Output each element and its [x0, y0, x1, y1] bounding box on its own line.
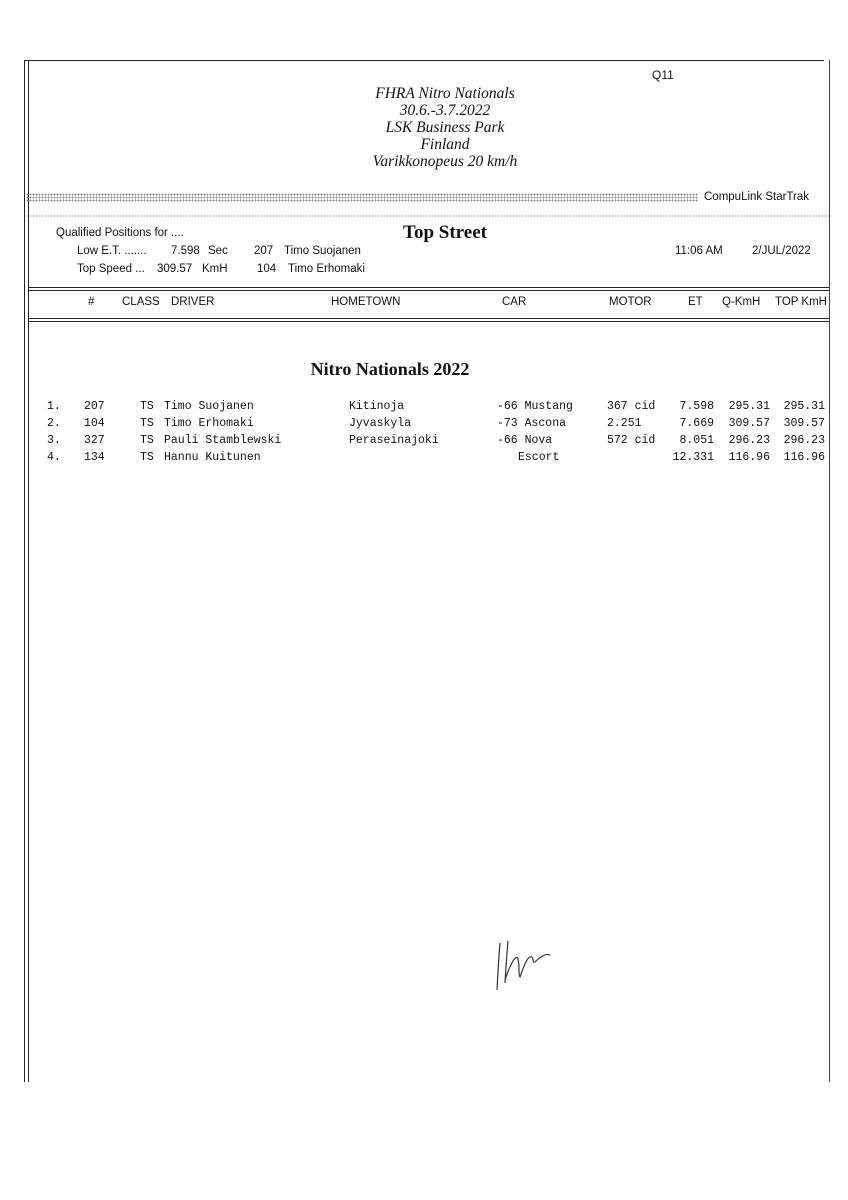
- row-class: TS: [140, 400, 154, 413]
- handwritten-signature: [490, 935, 560, 995]
- row-driver: Timo Erhomaki: [164, 417, 254, 430]
- row-driver: Timo Suojanen: [164, 400, 254, 413]
- row-motor: 572 cid: [607, 434, 656, 447]
- row-car-number: 104: [84, 417, 105, 430]
- row-position: 1.: [47, 400, 61, 413]
- qualified-label: Qualified Positions for ....: [56, 227, 184, 239]
- row-et: 8.051: [679, 434, 714, 447]
- row-car-number: 207: [84, 400, 105, 413]
- row-car: -73 Ascona: [497, 417, 567, 430]
- row-hometown: Kitinoja: [349, 400, 405, 413]
- row-position: 4.: [47, 451, 61, 464]
- row-topkmh: 116.96: [783, 451, 825, 464]
- header-rule-top-2: [28, 290, 829, 291]
- row-car: -66 Nova: [497, 434, 553, 447]
- row-et: 7.669: [679, 417, 714, 430]
- row-driver: Hannu Kuitunen: [164, 451, 261, 464]
- row-driver: Pauli Stamblewski: [164, 434, 282, 447]
- top-speed-label: Top Speed ...: [77, 263, 145, 275]
- low-et-label: Low E.T. .......: [77, 245, 147, 257]
- event-name: FHRA Nitro Nationals: [375, 85, 515, 102]
- pit-speed-note: Varikkonopeus 20 km/h: [372, 153, 518, 170]
- col-et: ET: [688, 296, 703, 308]
- dotted-band: [26, 193, 698, 202]
- row-hometown: Jyvaskyla: [349, 417, 412, 430]
- row-car: Escort: [518, 451, 560, 464]
- top-speed-value: 309.57: [157, 263, 193, 275]
- low-et-value: 7.598: [171, 245, 200, 257]
- col-number: #: [88, 296, 95, 308]
- low-et-car: 207: [254, 245, 274, 257]
- header-rule-top-1: [28, 287, 829, 288]
- report-date: 2/JUL/2022: [752, 245, 811, 257]
- row-et: 7.598: [679, 400, 714, 413]
- row-car: -66 Mustang: [497, 400, 573, 413]
- event-venue: LSK Business Park: [385, 119, 505, 136]
- header-rule-bottom-1: [28, 318, 829, 319]
- low-et-driver: Timo Suojanen: [284, 245, 361, 257]
- event-title: Nitro Nationals 2022: [310, 359, 470, 379]
- row-class: TS: [140, 451, 154, 464]
- row-class: TS: [140, 434, 154, 447]
- top-speed-car: 104: [257, 263, 277, 275]
- row-topkmh: 295.31: [783, 400, 825, 413]
- row-qkmh: 116.96: [728, 451, 770, 464]
- row-topkmh: 296.23: [783, 434, 825, 447]
- top-speed-unit: KmH: [202, 263, 228, 275]
- col-car: CAR: [502, 296, 527, 308]
- col-driver: DRIVER: [171, 296, 215, 308]
- frame-left-outer: [24, 60, 25, 1082]
- frame-right: [829, 60, 830, 1082]
- top-speed-driver: Timo Erhomaki: [288, 263, 365, 275]
- system-name: CompuLink StarTrak: [704, 191, 810, 203]
- event-dates: 30.6.-3.7.2022: [399, 102, 491, 119]
- header-rule-bottom-2: [28, 321, 829, 322]
- class-title: Top Street: [403, 222, 487, 243]
- event-country: Finland: [420, 136, 470, 153]
- row-motor: 2.251: [607, 417, 642, 430]
- low-et-unit: Sec: [208, 245, 228, 257]
- col-class: CLASS: [122, 296, 160, 308]
- row-et: 12.331: [672, 451, 714, 464]
- row-topkmh: 309.57: [783, 417, 825, 430]
- document-code: Q11: [652, 68, 674, 82]
- row-car-number: 327: [84, 434, 105, 447]
- col-hometown: HOMETOWN: [331, 296, 401, 308]
- row-position: 3.: [47, 434, 61, 447]
- frame-left-inner: [28, 60, 29, 1082]
- row-qkmh: 295.31: [728, 400, 770, 413]
- row-class: TS: [140, 417, 154, 430]
- row-qkmh: 296.23: [728, 434, 770, 447]
- report-time: 11:06 AM: [675, 245, 723, 257]
- col-topkmh: TOP KmH: [775, 296, 827, 308]
- row-hometown: Peraseinajoki: [349, 434, 439, 447]
- row-position: 2.: [47, 417, 61, 430]
- frame-top: [24, 60, 824, 61]
- dotted-rule: [26, 215, 829, 217]
- row-qkmh: 309.57: [728, 417, 770, 430]
- row-car-number: 134: [84, 451, 105, 464]
- col-motor: MOTOR: [609, 296, 652, 308]
- col-qkmh: Q-KmH: [722, 296, 761, 308]
- row-motor: 367 cid: [607, 400, 656, 413]
